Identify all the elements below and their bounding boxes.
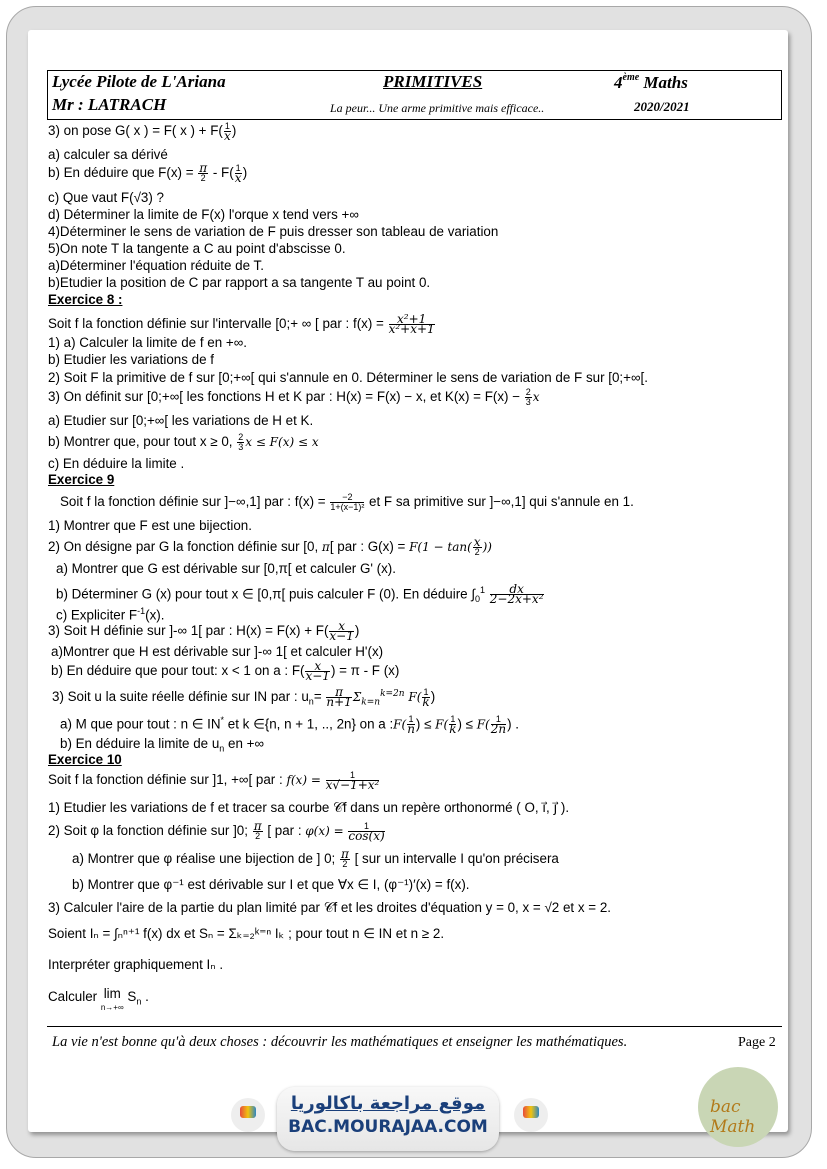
text-line: 4)Déterminer le sens de variation de F puis dresser son tableau de variation xyxy=(48,224,499,239)
book-logo-icon xyxy=(514,1098,548,1132)
text-line: Calculer lim n→+∞ $S_n$ . xyxy=(48,986,149,1012)
footer-quote: La vie n'est bonne qu'à deux choses : découvrir les mathématiques et enseigner les mathématiques. xyxy=(52,1034,628,1050)
text-line: Soit f la fonction définie sur ]−∞,1] par : f(x) = $\frac{-2}{\text{1+(x−1)²}}$ et F sa primitive sur ]−∞,1] qui s'annule en 1. xyxy=(60,492,634,512)
text-line: b) Déterminer G (x) pour tout x ∈ [0,π[ puis calculer F (0). En déduire $\int_0^1$ $\frac{dx}{\text{2−2x+x²}}$ xyxy=(56,582,544,607)
header-motto: La peur... Une arme primitive mais efficace.. xyxy=(330,101,545,115)
website-banner[interactable] xyxy=(277,1087,499,1151)
text-line: d) Déterminer la limite de F(x) l'orque x tend vers +∞ xyxy=(48,207,359,222)
text-line: 2) Soit F la primitive de f sur [0;+∞[ qui s'annule en 0. Déterminer le sens de variation de F sur [0;+∞[. xyxy=(48,370,648,385)
text-line: b) Montrer que φ⁻¹ est dérivable sur I et que ∀x ∈ I, (φ⁻¹)′(x) = f(x). xyxy=(72,877,470,892)
footer-rule xyxy=(47,1026,782,1027)
text-line: 2) Soit φ la fonction définie sur ]0; $\frac{\pi}{2}$ [ par : φ(x) = $\frac{1}{\cos(x)}$ xyxy=(48,819,385,843)
text-line: b) Montrer que, pour tout x ≥ 0, $\frac{2}{3}$ x ≤ F(x) ≤ x xyxy=(48,432,319,452)
text-line: 1) Etudier les variations de f et tracer sa courbe 𝒞f dans un repère orthonormé ( O, i⃗, j⃗ ). xyxy=(48,800,570,815)
text-line: Interpréter graphiquement Iₙ . xyxy=(48,957,224,972)
text-line: a) Etudier sur [0;+∞[ les variations de H et K. xyxy=(48,413,314,428)
text-line: 1) Montrer que F est une bijection. xyxy=(48,518,252,533)
school-name: Lycée Pilote de L'Ariana xyxy=(52,72,226,91)
book-logo-icon xyxy=(231,1098,265,1132)
text-line: c) En déduire la limite . xyxy=(48,456,185,471)
teacher-name: Mr : LATRACH xyxy=(52,95,167,114)
text-line: 3) on pose G( x ) = F( x ) + F( $\frac{1}{x}$ ) xyxy=(48,121,237,143)
text-line: c) Que vaut F(√3) ? xyxy=(48,190,164,205)
text-line: c) Expliciter $F^{-1}(x)$. xyxy=(56,606,165,623)
text-line: 2) On désigne par G la fonction définie sur [0, π[ par : G(x) = F(1 − tan( $\frac{x}{2}$ )) xyxy=(48,535,492,557)
text-line: a) calculer sa dérivé xyxy=(48,147,168,162)
exercise-heading: Exercice 9 xyxy=(48,472,115,487)
page-number: Page 2 xyxy=(738,1035,776,1050)
class-label: 4ème Maths xyxy=(614,72,688,92)
text-line: 3) Soit u la suite réelle définie sur IN par : $u_n=$ $\frac{\pi}{n+1}$ $\Sigma_{k=n}^{k=2n}$ F( $\frac{1}{k}$ ) xyxy=(52,684,436,709)
document-title: PRIMITIVES xyxy=(383,72,483,91)
text-line: b)Etudier la position de C par rapport a sa tangente T au point 0. xyxy=(48,275,431,290)
exercise-heading: Exercice 8 : xyxy=(48,292,123,307)
text-line: b) En déduire que pour tout: x < 1 on a : F( $\frac{x}{x-1}$ ) = π - F (x) xyxy=(51,659,400,683)
text-line: 1) a) Calculer la limite de f en +∞. xyxy=(48,335,247,350)
text-line: a)Montrer que H est dérivable sur ]-∞ 1[ et calculer H'(x) xyxy=(51,644,384,659)
text-line: a) M que pour tout : n ∈ IN* et k ∈{n, n + 1, .., 2n} on a :F( $\frac{1}{n}$ ) ≤ F( $\frac{1}{k}$ ) ≤ F( $\frac{1}{2n}$ ) . xyxy=(60,714,520,737)
exercise-heading: Exercice 10 xyxy=(48,752,122,767)
text-line: b) En déduire que F(x) = $\frac{\pi}{2}$ - F( $\frac{1}{x}$ ) xyxy=(48,161,248,185)
text-line: 3) On définit sur [0;+∞[ les fonctions H et K par : H(x) = F(x) − x, et K(x) = F(x) − $\frac{2}{3}$ x xyxy=(48,387,540,407)
text-line: Soit f la fonction définie sur l'intervalle [0;+ ∞ [ par : f(x) = $\frac{\text{x²+1}}{\text{x²+x+1}}$ xyxy=(48,312,435,336)
text-line: a) Montrer que G est dérivable sur [0,π[ et calculer G' (x). xyxy=(56,561,396,576)
banner-url[interactable]: BAC.MOURAJAA.COM xyxy=(288,1117,488,1137)
text-line: 3) Calculer l'aire de la partie du plan limité par 𝒞f et les droites d'équation y = 0, x = √2 et x = 2. xyxy=(48,900,611,915)
text-line: b) En déduire la limite de $u_n$ en +∞ xyxy=(60,736,265,754)
bac-math-logo: bac Math xyxy=(698,1067,778,1147)
text-line: 5)On note T la tangente a C au point d'abscisse 0. xyxy=(48,241,346,256)
text-line: b) Etudier les variations de f xyxy=(48,352,214,367)
text-line: Soient Iₙ = ∫ₙⁿ⁺¹ f(x) dx et Sₙ = Σₖ₌₂ᵏ⁼ⁿ Iₖ ; pour tout n ∈ IN et n ≥ 2. xyxy=(48,926,445,941)
text-line: 3) Soit H définie sur ]-∞ 1[ par : H(x) = F(x) + F( $\frac{x}{x-1}$ ) xyxy=(48,619,360,643)
banner-arabic-text: موقع مراجعة باكالوريا xyxy=(290,1093,486,1114)
text-line: a)Déterminer l'équation réduite de T. xyxy=(48,258,264,273)
school-year: 2020/2021 xyxy=(634,99,690,114)
text-line: a) Montrer que φ réalise une bijection de ] 0; $\frac{\pi}{2}$ [ sur un intervalle I qu'on précisera xyxy=(72,847,559,869)
text-line: Soit f la fonction définie sur ]1, +∞[ par : f(x) = $\frac{1}{\text{x√−1+x²}}$ xyxy=(48,770,380,792)
